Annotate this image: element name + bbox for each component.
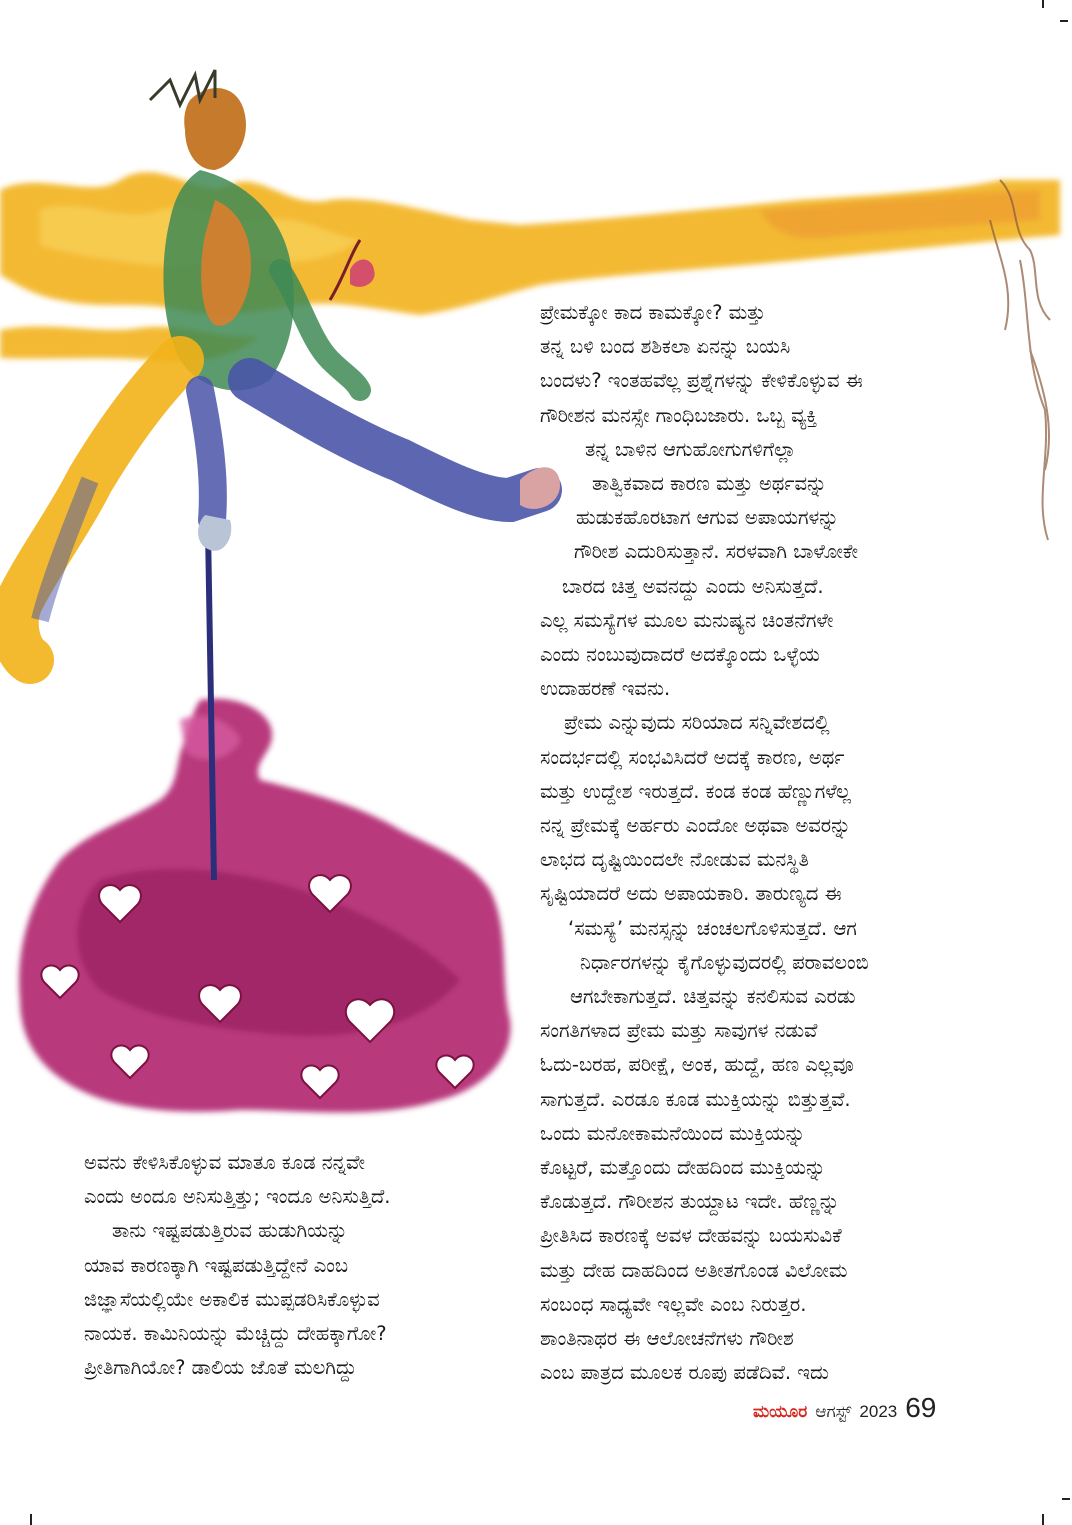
- body-line: ಓದು-ಬರಹ, ಪರೀಕ್ಷೆ, ಅಂಕ, ಹುದ್ದೆ, ಹಣ ಎಲ್ಲವೂ: [540, 1053, 854, 1077]
- page-number: 69: [905, 1392, 937, 1423]
- crop-mark-bottom-left: [30, 1514, 32, 1525]
- body-line: ಒಂದು ಮನೋಕಾಮನೆಯಿಂದ ಮುಕ್ತಿಯನ್ನು: [540, 1121, 806, 1145]
- body-line: ತಾನು ಇಷ್ಟಪಡುತ್ತಿರುವ ಹುಡುಗಿಯನ್ನು: [112, 1219, 348, 1243]
- body-line: ಉದಾಹರಣೆ ಇವನು.: [540, 677, 671, 701]
- body-line: ಎಲ್ಲ ಸಮಸ್ಯೆಗಳ ಮೂಲ ಮನುಷ್ಯನ ಚಿಂತನೆಗಳೇ: [540, 608, 834, 632]
- body-line: ಮತ್ತು ಉದ್ದೇಶ ಇರುತ್ತದೆ. ಕಂಡ ಕಂಡ ಹೆಣ್ಣುಗಳೆಲ್ಲ: [540, 779, 851, 803]
- crop-mark-bottom-right: [1042, 1514, 1044, 1525]
- body-line: ಅವನು ಕೇಳಿಸಿಕೊಳ್ಳುವ ಮಾತೂ ಕೂಡ ನನ್ನವೇ: [84, 1151, 365, 1174]
- body-line: ‘ಸಮಸ್ಯೆ’ ಮನಸ್ಸನ್ನು ಚಂಚಲಗೊಳಿಸುತ್ತದೆ. ಆಗ: [568, 916, 857, 940]
- crop-mark-top-right: [1042, 0, 1044, 8]
- body-line: ನಿರ್ಧಾರಗಳನ್ನು ಕೈಗೊಳ್ಳುವುದರಲ್ಲಿ ಪರಾವಲಂಬಿ: [580, 950, 869, 974]
- issue-month: ಆಗಸ್ಟ್: [815, 1402, 852, 1422]
- body-line: ಗೌರೀಶ ಎದುರಿಸುತ್ತಾನೆ. ಸರಳವಾಗಿ ಬಾಳೋಕೇ: [574, 540, 858, 564]
- body-line: ಪ್ರೀತಿಸಿದ ಕಾರಣಕ್ಕೆ ಅವಳ ದೇಹವನ್ನು ಬಯಸುವಿಕೆ: [540, 1224, 842, 1248]
- body-line: ಜಿಜ್ಞಾಸೆಯಲ್ಲಿಯೇ ಅಕಾಲಿಕ ಮುಪ್ಪಡರಿಸಿಕೊಳ್ಳುವ: [84, 1287, 380, 1311]
- page-footer: [753, 1392, 936, 1428]
- magenta-pot: [19, 699, 510, 1113]
- body-line: ಎಂದು ನಂಬುವುದಾದರೆ ಅದಕ್ಕೊಂದು ಒಳ್ಳೆಯ: [540, 643, 820, 667]
- body-line: ಪ್ರೇಮಕ್ಕೋ ಕಾದ ಕಾಮಕ್ಕೋ? ಮತ್ತು: [540, 301, 766, 324]
- body-line: ತನ್ನ ಬಾಳಿನ ಆಗುಹೋಗುಗಳಿಗೆಲ್ಲಾ: [585, 437, 796, 461]
- body-line: ಬಂದಳು? ಇಂತಹವೆಲ್ಲ ಪ್ರಶ್ನೆಗಳನ್ನು ಕೇಳಿಕೊಳ್ಳುವ ಈ: [540, 369, 863, 393]
- body-line: ಶಾಂತಿನಾಥರ ಈ ಆಲೋಚನೆಗಳು ಗೌರೀಶ: [540, 1327, 794, 1351]
- magazine-name: ಮಯೂರ: [753, 1402, 808, 1422]
- body-line: ನನ್ನ ಪ್ರೇಮಕ್ಕೆ ಅರ್ಹರು ಎಂದೋ ಅಥವಾ ಅವರನ್ನು: [540, 814, 851, 838]
- body-line: ಗೌರೀಶನ ಮನಸ್ಸೇ ಗಾಂಧಿಬಜಾರು. ಒಬ್ಬ ವ್ಯಕ್ತಿ: [540, 403, 818, 427]
- body-line: ನಾಯಕ. ಕಾಮಿನಿಯನ್ನು ಮೆಚ್ಚಿದ್ದು ದೇಹಕ್ಕಾಗೋ?: [84, 1322, 387, 1346]
- body-line: ಸಂಬಂಧ ಸಾಧ್ಯವೇ ಇಲ್ಲವೇ ಎಂಬ ನಿರುತ್ತರ.: [540, 1292, 807, 1316]
- body-line: ಕೊಟ್ಟರೆ, ಮತ್ತೊಂದು ದೇಹದಿಂದ ಮುಕ್ತಿಯನ್ನು: [540, 1156, 826, 1180]
- article-body-left-column: [84, 1146, 504, 1385]
- article-body-right-column: [540, 296, 965, 1391]
- body-line: ಸೃಷ್ಟಿಯಾದರೆ ಅದು ಅಪಾಯಕಾರಿ. ತಾರುಣ್ಯದ ಈ: [540, 882, 842, 906]
- body-line: ತಾತ್ವಿಕವಾದ ಕಾರಣ ಮತ್ತು ಅರ್ಥವನ್ನು: [592, 472, 827, 496]
- crop-mark-right-upper: [1060, 20, 1068, 22]
- body-line: ಲಾಭದ ದೃಷ್ಟಿಯಿಂದಲೇ ನೋಡುವ ಮನಸ್ಥಿತಿ: [540, 848, 809, 872]
- issue-year: 2023: [859, 1402, 898, 1421]
- body-line: ಬಾರದ ಚಿತ್ತ ಅವನದ್ದು ಎಂದು ಅನಿಸುತ್ತದೆ.: [562, 574, 824, 598]
- body-line: ಎಂಬ ಪಾತ್ರದ ಮೂಲಕ ರೂಪು ಪಡೆದಿವೆ. ಇದು: [540, 1361, 829, 1385]
- body-line: ತನ್ನ ಬಳಿ ಬಂದ ಶಶಿಕಲಾ ಏನನ್ನು ಬಯಸಿ: [540, 335, 791, 359]
- body-line: ಸಾಗುತ್ತದೆ. ಎರಡೂ ಕೂಡ ಮುಕ್ತಿಯನ್ನು ಬಿತ್ತುತ್ತವೆ.: [540, 1087, 851, 1111]
- crop-mark-right-lower: [1062, 1498, 1070, 1500]
- body-line: ಪ್ರೀತಿಗಾಗಿಯೋ? ಡಾಲಿಯ ಜೊತೆ ಮಲಗಿದ್ದು: [84, 1356, 357, 1380]
- body-line: ಆಗಬೇಕಾಗುತ್ತದೆ. ಚಿತ್ತವನ್ನು ಕನಲಿಸುವ ಎರಡು: [570, 985, 856, 1009]
- body-line: ಸಂದರ್ಭದಲ್ಲಿ ಸಂಭವಿಸಿದರೆ ಅದಕ್ಕೆ ಕಾರಣ, ಅರ್ಥ: [540, 745, 845, 769]
- body-line: ಕೊಡುತ್ತದೆ. ಗೌರೀಶನ ತುಯ್ದಾಟ ಇದೇ. ಹೆಣ್ಣನ್ನು: [540, 1190, 840, 1214]
- body-line: ಮತ್ತು ದೇಹ ದಾಹದಿಂದ ಅತೀತಗೊಂಡ ವಿಲೋಮ: [540, 1258, 848, 1282]
- body-line: ಸಂಗತಿಗಳಾದ ಪ್ರೇಮ ಮತ್ತು ಸಾವುಗಳ ನಡುವೆ: [540, 1019, 818, 1043]
- jumping-figure: [15, 70, 560, 660]
- body-line: ಎಂದು ಅಂದೂ ಅನಿಸುತ್ತಿತ್ತು; ಇಂದೂ ಅನಿಸುತ್ತಿದೆ.: [84, 1185, 391, 1209]
- body-line: ಹುಡುಕಹೊರಟಾಗ ಆಗುವ ಅಪಾಯಗಳನ್ನು: [576, 506, 839, 530]
- body-line: ಪ್ರೇಮ ಎನ್ನುವುದು ಸರಿಯಾದ ಸನ್ನಿವೇಶದಲ್ಲಿ: [564, 711, 830, 735]
- body-line: ಯಾವ ಕಾರಣಕ್ಕಾಗಿ ಇಷ್ಟಪಡುತ್ತಿದ್ದೇನೆ ಎಂಬ: [84, 1253, 349, 1277]
